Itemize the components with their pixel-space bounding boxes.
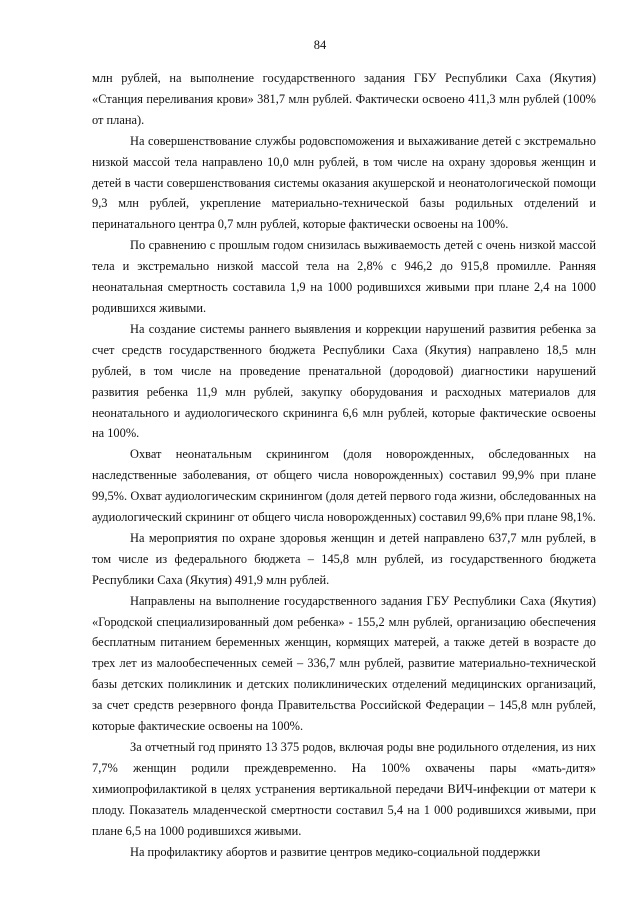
paragraph: На профилактику абортов и развитие центров медико-социальной поддержки — [130, 844, 541, 859]
document-body — [92, 68, 596, 862]
paragraph: За отчетный год принято 13 375 родов, включая роды вне родильного отделения, из них 7,7% женщин родили преждевременно. На 100% охвачены пары «мать-дитя» химиопрофилактикой в целях устранения вертикальной передачи ВИЧ-инфекции от матери к плоду. Показатель младенческой смертности составил 5,4 на 1 000 родившихся живыми, при плане 6,5 на 1000 родившихся живыми. — [92, 740, 596, 838]
paragraph-continuation: млн рублей, на выполнение государственного задания ГБУ Республики Саха (Якутия) «Станция переливания крови» 381,7 млн рублей. Фактически освоено 411,3 млн рублей (100% от плана). — [92, 71, 596, 127]
paragraph: Направлены на выполнение государственного задания ГБУ Республики Саха (Якутия) «Городской специализированный дом ребенка» - 155,2 млн рублей, организацию обеспечения бесплатным питанием беременных женщин, кормящих матерей, а также детей в возрасте до трех лет из малообеспеченных семей – 336,7 млн рублей, развитие материально-технической базы детских поликлиник и детских поликлинических отделений медицинских организаций, за счет средств резервного фонда Правительства Российской Федерации – 145,8 млн рублей, которые фактические освоены на 100%. — [92, 593, 596, 734]
paragraph: По сравнению с прошлым годом снизилась выживаемость детей с очень низкой массой тела и экстремально низкой массой тела на 2,8% с 946,2 до 915,8 промилле. Ранняя неонатальная смертность составила 1,9 на 1000 родившихся живыми при плане 2,4 на 1000 родившихся живыми. — [92, 238, 596, 315]
paragraph: На создание системы раннего выявления и коррекции нарушений развития ребенка за счет средств государственного бюджета Республики Саха (Якутия) направлено 18,5 млн рублей, в том числе на проведение пренатальной (дородовой) диагностики нарушений развития ребенка 11,9 млн рублей, закупку оборудования и расходных материалов для неонатального и аудиологического скрининга 6,6 млн рублей, которые фактические освоены на 100%. — [92, 321, 596, 441]
paragraph: На мероприятия по охране здоровья женщин и детей направлено 637,7 млн рублей, в том числе из федерального бюджета – 145,8 млн рублей, из государственного бюджета Республики Саха (Якутия) 491,9 млн рублей. — [92, 530, 596, 587]
paragraph: На совершенствование службы родовспоможения и выхаживание детей с экстремально низкой массой тела направлено 10,0 млн рублей, в том числе на охрану здоровья женщин и детей в части совершенствования системы оказания акушерской и неонатологической помощи 9,3 млн рублей, укрепление материально-технической базы родильных отделений и перинатального центра 0,7 млн рублей, которые фактически освоены на 100%. — [92, 133, 596, 232]
page-number: 84 — [313, 38, 327, 52]
paragraph: Охват неонатальным скринингом (доля новорожденных, обследованных на наследственные заболевания, от общего числа новорожденных) составил 99,9% при плане 99,5%. Охват аудиологическим скринингом (доля детей первого года жизни, обследованных на аудиологический скрининг от общего числа новорожденных) составил 99,6% при плане 98,1%. — [92, 447, 596, 525]
